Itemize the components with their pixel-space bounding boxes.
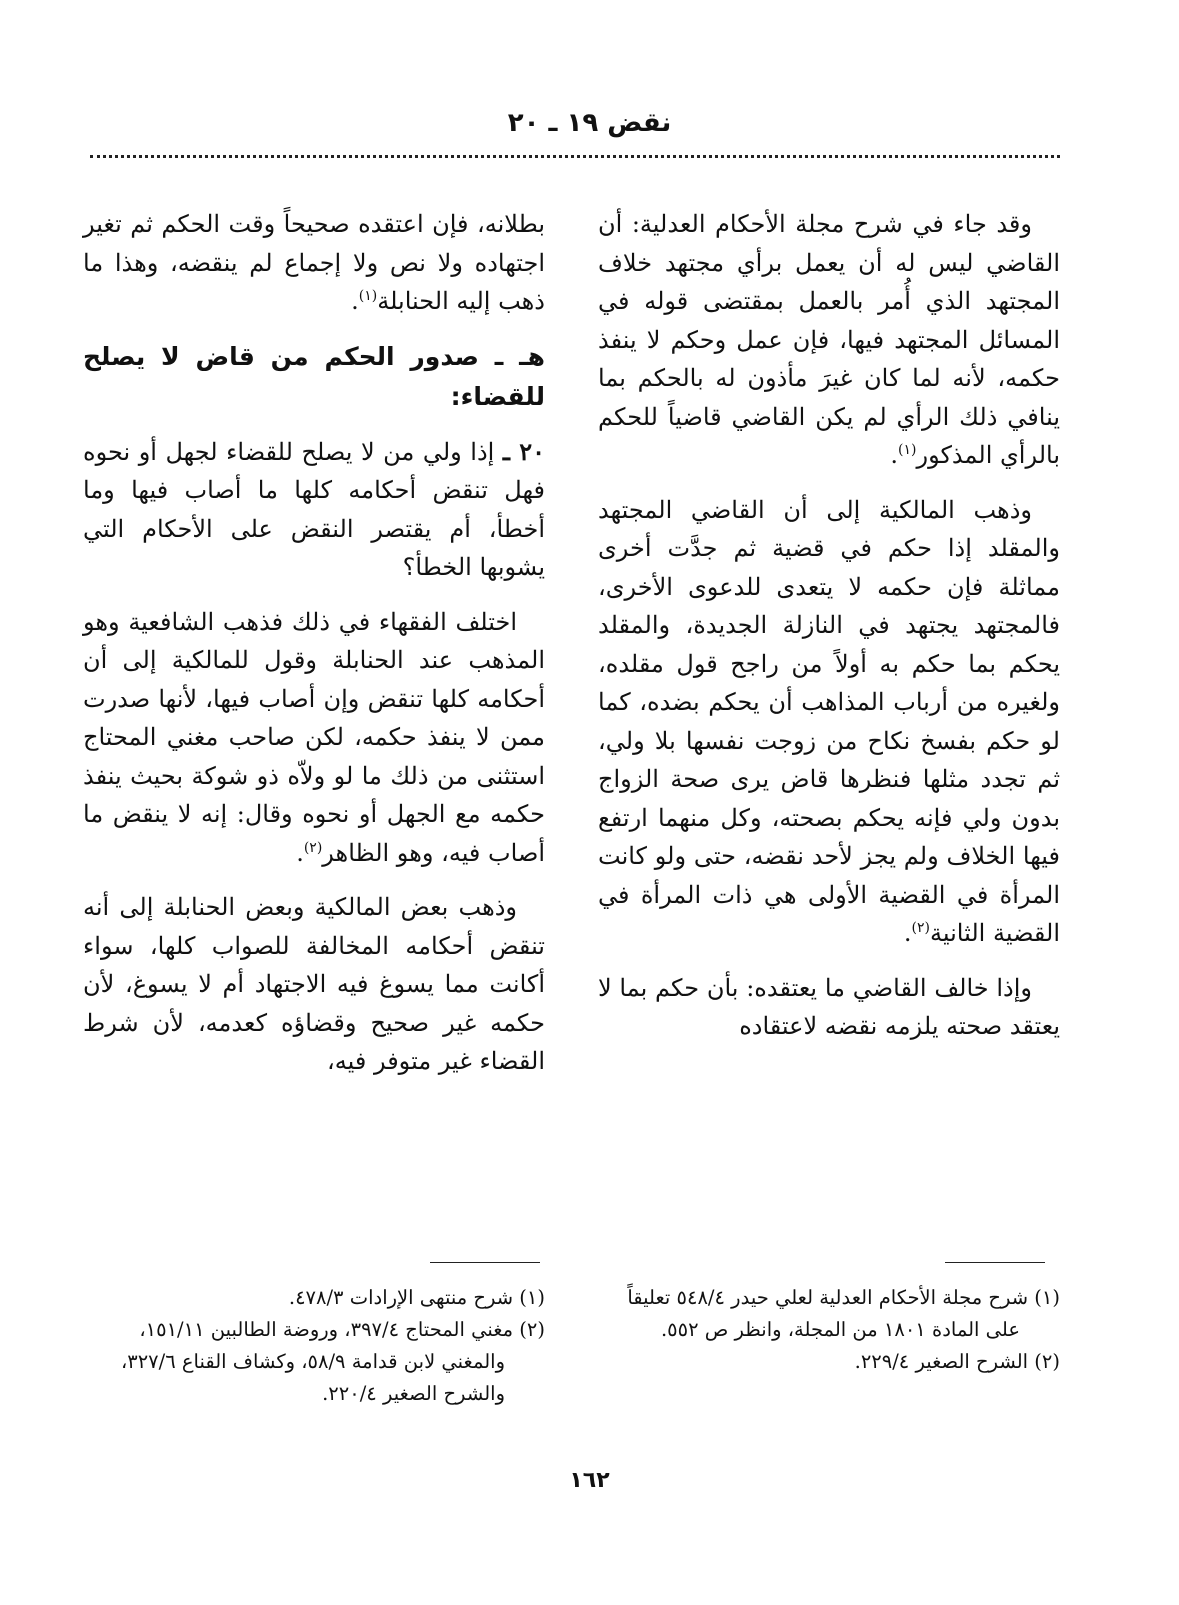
paragraph: اختلف الفقهاء في ذلك فذهب الشافعية وهو المذهب عند الحنابلة وقول للمالكية إلى أن أحكامه كلها تنقض وإن أصاب فيها، لأنها صدرت ممن لا ينفذ حكمه، لكن صاحب مغني المحتاج استثنى من ذلك ما لو ولاّه ذو شوكة بحيث ينفذ حكمه مع الجهل أو نحوه وقال: إنه لا ينقض ما أصاب فيه، وهو الظاهر$^{(٢)}$. bbox=[83, 607, 545, 867]
paragraph: وإذا خالف القاضي ما يعتقده: بأن حكم بما لا يعتقد صحته يلزمه نقضه لاعتقاده bbox=[598, 973, 1060, 1040]
right-column bbox=[598, 205, 1060, 1062]
paragraph bbox=[83, 433, 545, 587]
paragraph-text: وقد جاء في شرح مجلة الأحكام العدلية: أن القاضي ليس له أن يعمل برأي مجتهد خلاف المجتهد الذي أُمر بالعمل بمقتضى قوله في المسائل المجتهد فيها، فإن عمل وحكم لا ينفذ حكمه، لأنه لما كان غيرَ مأذون له بالحكم بما ينافي ذلك الرأي لم يكن القاضي قاضياً للحكم بالرأي المذكور bbox=[598, 210, 1060, 469]
footnote-ref: (١) bbox=[358, 288, 378, 304]
footnote-divider bbox=[430, 1262, 540, 1263]
running-header: نقض ١٩ ـ ٢٠ bbox=[507, 108, 672, 138]
paragraph-text: وذهب المالكية إلى أن القاضي المجتهد والمقلد إذا حكم في قضية ثم جدَّت أخرى مماثلة فإن حكمه لا يتعدى للدعوى الأخرى، فالمجتهد يجتهد في النازلة الجديدة، والمقلد يحكم بما حكم به أولاً من راجح قول مقلده، ولغيره من أرباب المذاهب أن يحكم بضده، كما لو حكم بفسخ نكاح من زوجت نفسها بلا ولي، ثم تجدد مثلها فنظرها قاض يرى صحة الزواج بدون ولي فإنه يحكم بصحته، وكل منهما ارتفع فيها الخلاف ولم يجز لأحد نقضه، حتى ولو كانت المرأة في القضية الأولى هي ذات المرأة في القضية الثانية bbox=[598, 495, 1060, 947]
paragraph-text: إذا ولي من لا يصلح للقضاء لجهل أو نحوه فهل تنقض أحكامه كلها ما أصاب فيها وما أخطأ، أم يقتصر النقض على الأحكام التي يشوبها الخطأ؟ bbox=[83, 437, 545, 581]
paragraph: وقد جاء في شرح مجلة الأحكام العدلية: أن القاضي ليس له أن يعمل برأي مجتهد خلاف المجتهد الذي أُمر بالعمل بمقتضى قوله في المسائل المجتهد فيها، فإن عمل وحكم لا ينفذ حكمه، لأنه لما كان غيرَ مأذون له بالحكم بما ينافي ذلك الرأي لم يكن القاضي قاضياً للحكم بالرأي المذكور$^{(١)}$. bbox=[598, 210, 1060, 469]
footnote-ref: (٢) bbox=[911, 920, 930, 936]
footnotes-left bbox=[83, 1282, 545, 1410]
paragraph: وذهب بعض المالكية وبعض الحنابلة إلى أنه تنقض أحكامه المخالفة للصواب كلها، سواء أكانت مما يسوغ فيه الاجتهاد أم لا يسوغ، لأن حكمه غير صحيح وقضاؤه كعدمه، لأن شرط القضاء غير متوفر فيه، bbox=[83, 893, 545, 1075]
paragraph: وذهب المالكية إلى أن القاضي المجتهد والمقلد إذا حكم في قضية ثم جدَّت أخرى مماثلة فإن حكمه لا يتعدى للدعوى الأخرى، فالمجتهد يجتهد في النازلة الجديدة، والمقلد يحكم بما حكم به أولاً من راجح قول مقلده، ولغيره من أرباب المذاهب أن يحكم بضده، كما لو حكم بفسخ نكاح من زوجت نفسها بلا ولي، ثم تجدد مثلها فنظرها قاض يرى صحة الزواج بدون ولي فإنه يحكم بصحته، وكل منهما ارتفع فيها الخلاف ولم يجز لأحد نقضه، حتى ولو كانت المرأة في القضية الأولى هي ذات المرأة في القضية الثانية$^{(٢)}$. bbox=[598, 495, 1060, 947]
paragraph-text: اختلف الفقهاء في ذلك فذهب الشافعية وهو المذهب عند الحنابلة وقول للمالكية إلى أن أحكامه كلها تنقض وإن أصاب فيها، لأنها صدرت ممن لا ينفذ حكمه، لكن صاحب مغني المحتاج استثنى من ذلك ما لو ولاّه ذو شوكة بحيث ينفذ حكمه مع الجهل أو نحوه وقال: إنه لا ينقض ما أصاب فيه، وهو الظاهر bbox=[83, 607, 545, 867]
footnote-divider bbox=[945, 1262, 1045, 1263]
footnote: (٢) مغني المحتاج ٣٩٧/٤، وروضة الطالبين ١٥١/١١، والمغني لابن قدامة ٥٨/٩، وكشاف القناع ٣٢٧/٦، والشرح الصغير ٢٢٠/٤. bbox=[120, 1318, 545, 1405]
footnote: (١) شرح منتهى الإرادات ٤٧٨/٣. bbox=[288, 1286, 545, 1309]
item-number: ٢٠ ـ bbox=[502, 436, 545, 466]
paragraph-text: بطلانه، فإن اعتقده صحيحاً وقت الحكم ثم تغير اجتهاده ولا نص ولا إجماع لم ينقضه، وهذا ما ذهب إليه الحنابلة bbox=[83, 210, 545, 315]
paragraph: بطلانه، فإن اعتقده صحيحاً وقت الحكم ثم تغير اجتهاده ولا نص ولا إجماع لم ينقضه، وهذا ما ذهب إليه الحنابلة$^{(١)}$. bbox=[83, 210, 545, 315]
page-number: ١٦٢ bbox=[569, 1468, 610, 1493]
footnotes-right bbox=[598, 1282, 1060, 1378]
left-column bbox=[83, 205, 545, 1097]
header-dotted-divider bbox=[90, 155, 1060, 158]
footnote-ref: (١) bbox=[898, 442, 917, 458]
footnote: (١) شرح مجلة الأحكام العدلية لعلي حيدر ٥٤٨/٤ تعليقاً على المادة ١٨٠١ من المجلة، وانظر ص ٥٥٢. bbox=[627, 1286, 1060, 1341]
footnote-ref: (٢) bbox=[303, 839, 323, 856]
footnote: (٢) الشرح الصغير ٢٢٩/٤. bbox=[854, 1350, 1060, 1373]
section-heading: هـ ـ صدور الحكم من قاض لا يصلح للقضاء: bbox=[83, 341, 545, 411]
